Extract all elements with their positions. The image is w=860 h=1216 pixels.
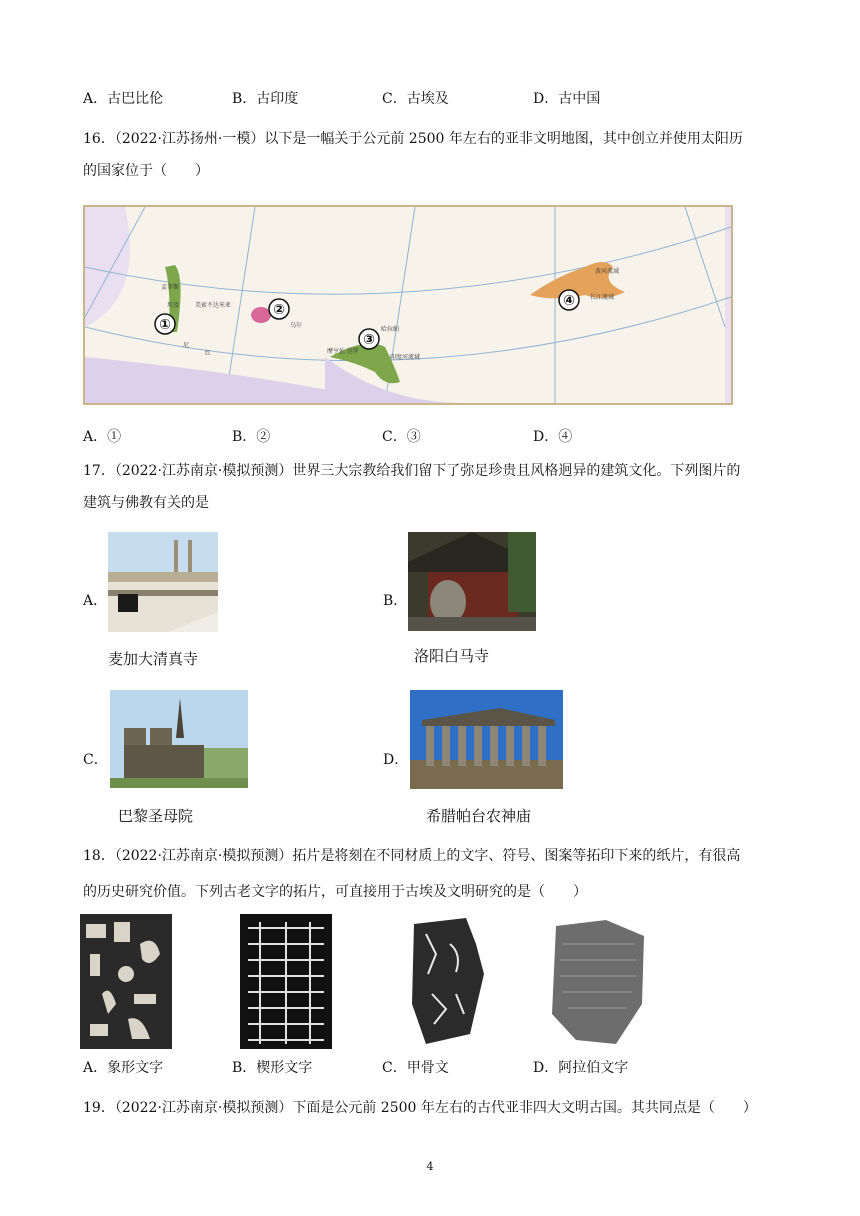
q16-option-d: D．④ xyxy=(533,429,573,445)
map-label-indus: 印度河流域 xyxy=(390,354,421,361)
q17-question-line2: 建筑与佛教有关的是 xyxy=(83,495,209,511)
q17-option-b-caption: 洛阳白马寺 xyxy=(414,647,490,665)
ancient-civilizations-map xyxy=(85,207,731,403)
q18-option-c: C．甲骨文 xyxy=(382,1060,449,1076)
map-marker-3: ③ xyxy=(363,332,375,348)
q17-option-d-letter: D． xyxy=(383,752,409,768)
q17-option-c-letter: C． xyxy=(83,752,108,768)
white-horse-temple-image xyxy=(408,532,536,631)
q17-option-a-caption: 麦加大清真寺 xyxy=(108,650,199,668)
map-label-ur: 乌尔 xyxy=(290,322,303,329)
map-marker-1: ① xyxy=(159,317,171,333)
q15-option-a: A．古巴比伦 xyxy=(83,91,164,107)
q15-option-d: D．古中国 xyxy=(533,91,601,107)
mecca-mosque-image xyxy=(108,532,218,632)
map-label-egypt: 埃及 xyxy=(167,302,180,309)
oracle-bone-rubbing-image xyxy=(406,914,488,1049)
cuneiform-rubbing-image xyxy=(240,914,332,1049)
q16-question-line2: 的国家位于（ ） xyxy=(83,163,209,179)
q16-question-line1: 16．（2022·江苏扬州·一模）以下是一幅关于公元前 2500 年左右的亚非文明地图，其中创立并使用太阳历 xyxy=(83,131,743,147)
q17-question-line1: 17．（2022·江苏南京·模拟预测）世界三大宗教给我们留下了弥足珍贵且风格迥异的建筑文化。下列图片的 xyxy=(83,463,741,479)
q16-option-c: C．③ xyxy=(382,429,421,445)
q17-option-a-letter: A． xyxy=(83,593,108,609)
map-marker-2: ② xyxy=(273,302,285,318)
q18-option-b: B．楔形文字 xyxy=(232,1060,313,1076)
q18-option-a: A．象形文字 xyxy=(83,1060,164,1076)
q15-option-b: B．古印度 xyxy=(232,91,299,107)
q17-option-c-caption: 巴黎圣母院 xyxy=(118,807,194,825)
parthenon-image xyxy=(410,690,563,789)
map-label-mohenjo-daro: 摩亨佐·达罗 xyxy=(327,348,359,355)
map-marker-4: ④ xyxy=(563,293,575,309)
map-label-hong: 红 xyxy=(205,350,212,357)
q17-option-d-caption: 希腊帕台农神庙 xyxy=(426,807,532,825)
arabic-rubbing-image xyxy=(546,914,648,1049)
map-label-harappa: 哈拉帕 xyxy=(381,326,400,333)
notre-dame-image xyxy=(110,690,248,788)
q17-option-b-letter: B． xyxy=(383,593,408,609)
q15-option-c: C．古埃及 xyxy=(382,91,449,107)
map-label-mesopotamia: 美索不达米亚 xyxy=(195,302,232,309)
q16-map xyxy=(83,205,733,405)
hieroglyph-rubbing-image xyxy=(80,914,172,1049)
q18-question-line1: 18．（2022·江苏南京·模拟预测）拓片是将刻在不同材质上的文字、符号、图案等拓印下来的纸片，有很高 xyxy=(83,848,741,864)
q18-question-line2: 的历史研究价值。下列古老文字的拓片，可直接用于古埃及文明研究的是（ ） xyxy=(83,884,587,900)
q16-option-b: B．② xyxy=(232,429,271,445)
page-number: 4 xyxy=(426,1160,434,1173)
map-label-memphis: 孟菲斯 xyxy=(161,284,180,291)
q16-option-a: A．① xyxy=(83,429,122,445)
q18-option-d: D．阿拉伯文字 xyxy=(533,1060,629,1076)
map-label-yellow-river: 黄河流域 xyxy=(595,268,620,275)
map-label-ni: 尼 xyxy=(183,342,190,349)
q19-question-line1: 19．（2022·江苏南京·模拟预测）下面是公元前 2500 年左右的古代亚非四大文明古国。其共同点是（ ） xyxy=(83,1100,757,1116)
map-label-yangtze: 长江流域 xyxy=(590,294,615,301)
